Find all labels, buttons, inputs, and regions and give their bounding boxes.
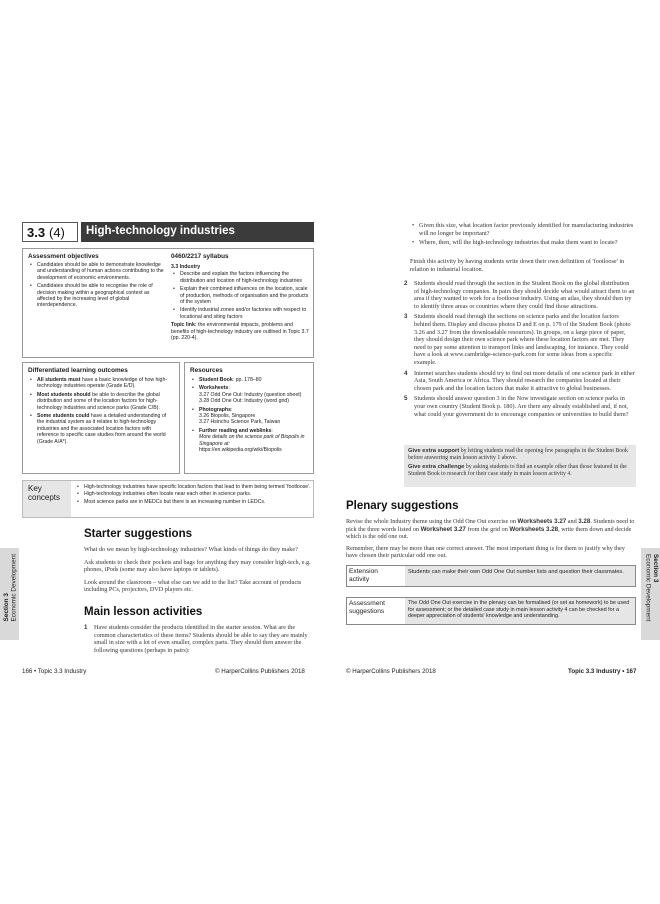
activity-item-3: 3 Students should read through the sections on science parks and the location factors behind them. Display and discuss photos D and E on p. 179 of the Student Book (photo 3.26 and 3.27 from the downloadable resources). In groups, on a large piece of paper, they should design their own science park where these location factors are met. They need to pay some attention to transport links and landscaping, for instance. They could have a look at www.cambridge-science-park.com for some ideas from a specific example.	[404, 313, 631, 366]
activity-questions	[410, 222, 636, 249]
activity-item-5: 5 Students should answer question 3 in the Now investigate section on science parks in your own country (Student Book p. 180). Are there any already established and, if not, what could your government do to encourage companies or universities to build them?	[404, 395, 629, 418]
starter-paragraph: Look around the classroom – what else can we add to the list? Take account of products including PCs, projectors, DVD players etc.	[84, 578, 302, 594]
left-footer-copyright: © HarperCollins Publishers 2018	[215, 668, 305, 675]
starter-heading: Starter suggestions	[84, 528, 192, 540]
further-link[interactable]: https://en.wikipedia.org/wiki/Biopolis	[199, 447, 282, 454]
key-concepts-label: Key concepts	[28, 484, 61, 502]
question-item: • Where, then, will the high-technology industries that make them want to locate?	[410, 239, 636, 247]
key-concepts-label-cell	[23, 481, 71, 517]
extra-support: Give extra support by letting students read the opening few paragraphs in the Student Book before answering main lesson activity 1 above.	[408, 448, 628, 461]
syllabus-item: • Explain their combined influences on the location, scale of production, methods of organisation and the products of the system	[171, 286, 309, 305]
topic-number: 3.3	[27, 225, 46, 240]
starter-text	[84, 546, 316, 594]
extra-challenge: Give extra challenge by asking students to find an example other than those featured in the Student Book to research for their case study in main lesson activity 4.	[408, 464, 627, 477]
extension-text: Students can make their own Odd One Out number lists and question their classmates.	[408, 569, 624, 575]
resources-heading: Resources	[190, 367, 223, 374]
key-concept-item: • Most science parks are in MEDCs but there is an increasing number in LEDCs.	[75, 499, 311, 505]
objective-item: • Candidates should be able to recognise the role of decision making within a geographical context as affected by the increasing level of global interdependence.	[28, 283, 166, 309]
assessment-text: The Odd One Out exercise in the plenary can be formalised (or set as homework) to be used for assessment; or the detailed case study in main lesson activity 4 can be checked for a deeper appreciation of students' knowledge and understanding.	[408, 600, 630, 620]
outcomes-heading: Differentiated learning outcomes	[28, 367, 128, 374]
topic-title: High-technology industries	[86, 225, 235, 237]
right-side-tab	[641, 548, 660, 640]
resources-list	[190, 377, 308, 453]
starter-paragraph: What do we mean by high-technology industries? What kinds of things do they make?	[84, 546, 298, 553]
outcome-item: • Some students could have a detailed understanding of the industrial system as it relates to high-technology industries and the associated location factors with reference to specific case studies from around the world (Grade A/A*).	[28, 413, 174, 445]
right-footer-page: Topic 3.3 Industry • 167	[568, 668, 637, 675]
right-footer-copyright: © HarperCollins Publishers 2018	[346, 668, 436, 675]
topic-link-label: Topic link:	[171, 322, 197, 329]
topic-suffix: (4)	[49, 225, 65, 240]
activity-item-2: 2 Students should read through the section in the Student Book on the global distribution of high-technology companies. In pairs they should decide what would attract them to an area if they wanted to work for a footloose industry. Using an atlas, they should then try to identify three areas or countries where they could find those attractions.	[404, 280, 635, 310]
extension-label: Extension activity	[349, 568, 378, 583]
key-concepts-list	[75, 484, 311, 506]
objectives-list	[28, 262, 166, 309]
syllabus	[171, 253, 309, 341]
plenary-text	[346, 518, 636, 560]
resource-further-reading: • Further reading and weblinks: More details on the science park of Biopolis in Singapore at: https://en.wikipedia.org/wiki/Biopolis	[190, 428, 308, 454]
syllabus-item: • Describe and explain the factors influencing the distribution and location of high-technology industries	[171, 271, 309, 284]
resource-photographs: • Photographs: 3.26 Biopolis, Singapore 3.27 Hsinchu Science Park, Taiwan	[190, 407, 308, 426]
left-side-tab	[0, 548, 19, 640]
objectives-syllabus-box	[22, 248, 314, 358]
topic-title-bar	[81, 222, 314, 242]
right-side-tab-text: Section 3 Economic Development	[644, 554, 659, 622]
resource-worksheets: • Worksheets: 3.27 Odd One Out: Industry (question sheet) 3.28 Odd One Out: Industry (word grid)	[190, 385, 308, 404]
syllabus-heading: 0460/2217 syllabus	[171, 253, 229, 260]
left-footer-page: 166 • Topic 3.3 Industry	[22, 668, 87, 675]
syllabus-list	[171, 271, 309, 320]
resources-box	[184, 362, 314, 474]
outcome-item: • All students must have a basic knowledge of how high-technology industries operate (Grade E/D).	[28, 377, 174, 390]
assessment-objectives	[28, 253, 166, 311]
objective-item: • Candidates should be able to demonstrate knowledge and understanding of human actions contributing to the development of economic environments.	[28, 262, 166, 281]
extension-box	[346, 565, 636, 587]
assessment-box	[346, 597, 636, 625]
objectives-heading: Assessment objectives	[28, 253, 99, 260]
main-lesson-list	[84, 624, 316, 657]
extension-content	[405, 566, 635, 586]
support-challenge-box	[404, 445, 636, 487]
main-lesson-item: 1 Have students consider the products identified in the starter session. What are the common characteristics of these items? Students should be able to say they are mainly small in size with a lot of even smaller, complex parts. They should then answer the following questions (perhaps in pairs):	[84, 624, 308, 654]
topic-link-text: the environmental impacts, problems and benefits of high-technology industry are outlined in Topic 3.7 (pp. 220-4).	[171, 322, 309, 342]
outcomes-list	[28, 377, 174, 445]
assessment-label: Assessment suggestions	[349, 600, 385, 615]
key-concept-item: • High-technology industries often locate near each other in science parks.	[75, 491, 311, 497]
assessment-content	[405, 598, 635, 624]
key-concept-item: • High-technology industries have specific location factors that lead to them being termed 'footloose'.	[75, 484, 311, 490]
outcomes-box	[22, 362, 180, 474]
resource-student-book: • Student Book: pp. 178–80	[190, 377, 308, 383]
topic-link	[171, 322, 309, 341]
key-concepts-box	[22, 480, 314, 518]
main-lesson-heading: Main lesson activities	[84, 606, 203, 618]
activity-item-4: 4 Internet searches students should try to find out more details of one science park in either Asia, South America or Africa. They should research the companies located at their chosen park and the location factors that make it attractive to global businesses.	[404, 369, 635, 392]
finish-text: Finish this activity by having students write down their own definition of 'footloose' in relation to industrial location.	[410, 258, 625, 273]
numbered-activities	[404, 280, 636, 421]
plenary-paragraph: Revise the whole Industry theme using the Odd One Out exercise on Worksheets 3.27 and 3.28. Students need to pick the three words listed on Worksheet 3.27 from the grid on Worksheets 3.28, write them down and decide which is the odd one out.	[346, 518, 635, 541]
topic-header	[22, 222, 314, 242]
syllabus-item: • Identify industrial zones and/or factories with respect to locational and siting factors	[171, 307, 309, 320]
syllabus-subheading: 3.3 Industry	[171, 264, 201, 270]
topic-number-box	[22, 222, 78, 242]
question-item: • Given this size, what location factor previously identified for manufacturing industries will no longer be important?	[410, 222, 636, 237]
starter-paragraph: Ask students to check their pockets and bags for anything they may consider high-tech, e.g. phones, iPods (some may also have laptops or tablets).	[84, 558, 311, 574]
plenary-paragraph: Remember, there may be more than one correct answer. The most important thing is for them to justify why they have chosen their particular odd one out.	[346, 544, 625, 560]
plenary-heading: Plenary suggestions	[346, 500, 459, 512]
outcome-item: • Most students should be able to describe the global distribution and some of the location factors for high-technology industries and science parks (Grade C/B).	[28, 392, 174, 411]
left-side-tab-text: Section 3 Economic Development	[3, 554, 18, 622]
